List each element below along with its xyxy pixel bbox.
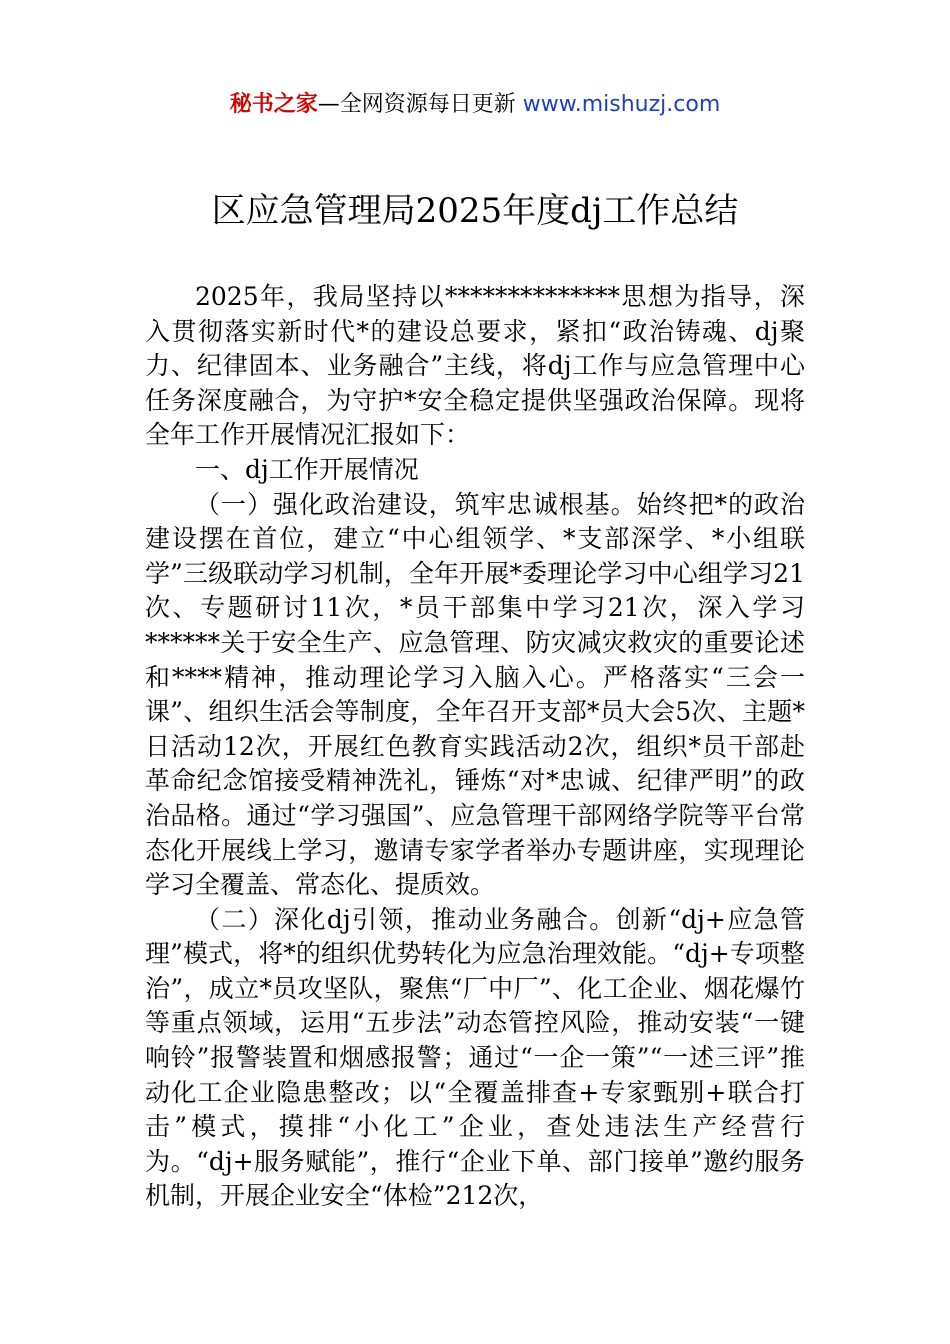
- header-tagline: —全网资源每日更新: [317, 92, 523, 117]
- brand-name[interactable]: 秘书之家: [229, 92, 318, 117]
- document-title: 区应急管理局2025年度dj工作总结: [211, 191, 739, 231]
- site-header: [0, 88, 950, 122]
- paragraph-intro: 2025年，我局坚持以**************思想为指导，深入贯彻落实新时代*的建设总要求，紧扣“政治铸魂、dj聚力、纪律固本、业务融合”主线，将dj工作与应急管理中心任务深度融合，为守护*安全稳定提供坚强政治保障。现将全年工作开展情况汇报如下：: [145, 282, 805, 450]
- site-url-link[interactable]: www.mishuzj.com: [522, 92, 721, 117]
- section-heading-1: 一、dj工作开展情况: [195, 454, 419, 484]
- document-body: [145, 280, 805, 1214]
- paragraph-business-integration: （二）深化dj引领，推动业务融合。创新“dj+应急管理”模式，将*的组织优势转化为应急治理效能。“dj+专项整治”，成立*员攻坚队，聚焦“厂中厂”、化工企业、烟花爆竹等重点领域，运用“五步法”动态管控风险，推动安装“一键响铃”报警装置和烟感报警；通过“一企一策”“一述三评”推动化工企业隐患整改；以“全覆盖排查+专家甄别+联合打击”模式，摸排“小化工”企业，查处违法生产经营行为。“dj+服务赋能”，推行“企业下单、部门接单”邀约服务机制，开展企业安全“体检”212次，: [145, 904, 805, 1211]
- paragraph-political-building: （一）强化政治建设，筑牢忠诚根基。始终把*的政治建设摆在首位，建立“中心组领学、*支部深学、*小组联学”三级联动学习机制，全年开展*委理论学习中心组学习21次、专题研讨11次，*员干部集中学习21次，深入学习******关于安全生产、应急管理、防灾减灾救灾的重要论述和****精神，推动理论学习入脑入心。严格落实“三会一课”、组织生活会等制度，全年召开支部*员大会5次、主题*日活动12次，开展红色教育实践活动2次，组织*员干部赴革命纪念馆接受精神洗礼，锤炼“对*忠诚、纪律严明”的政治品格。通过“学习强国”、应急管理干部网络学院等平台常态化开展线上学习，邀请专家学者举办专题讲座，实现理论学习全覆盖、常态化、提质效。: [145, 489, 805, 900]
